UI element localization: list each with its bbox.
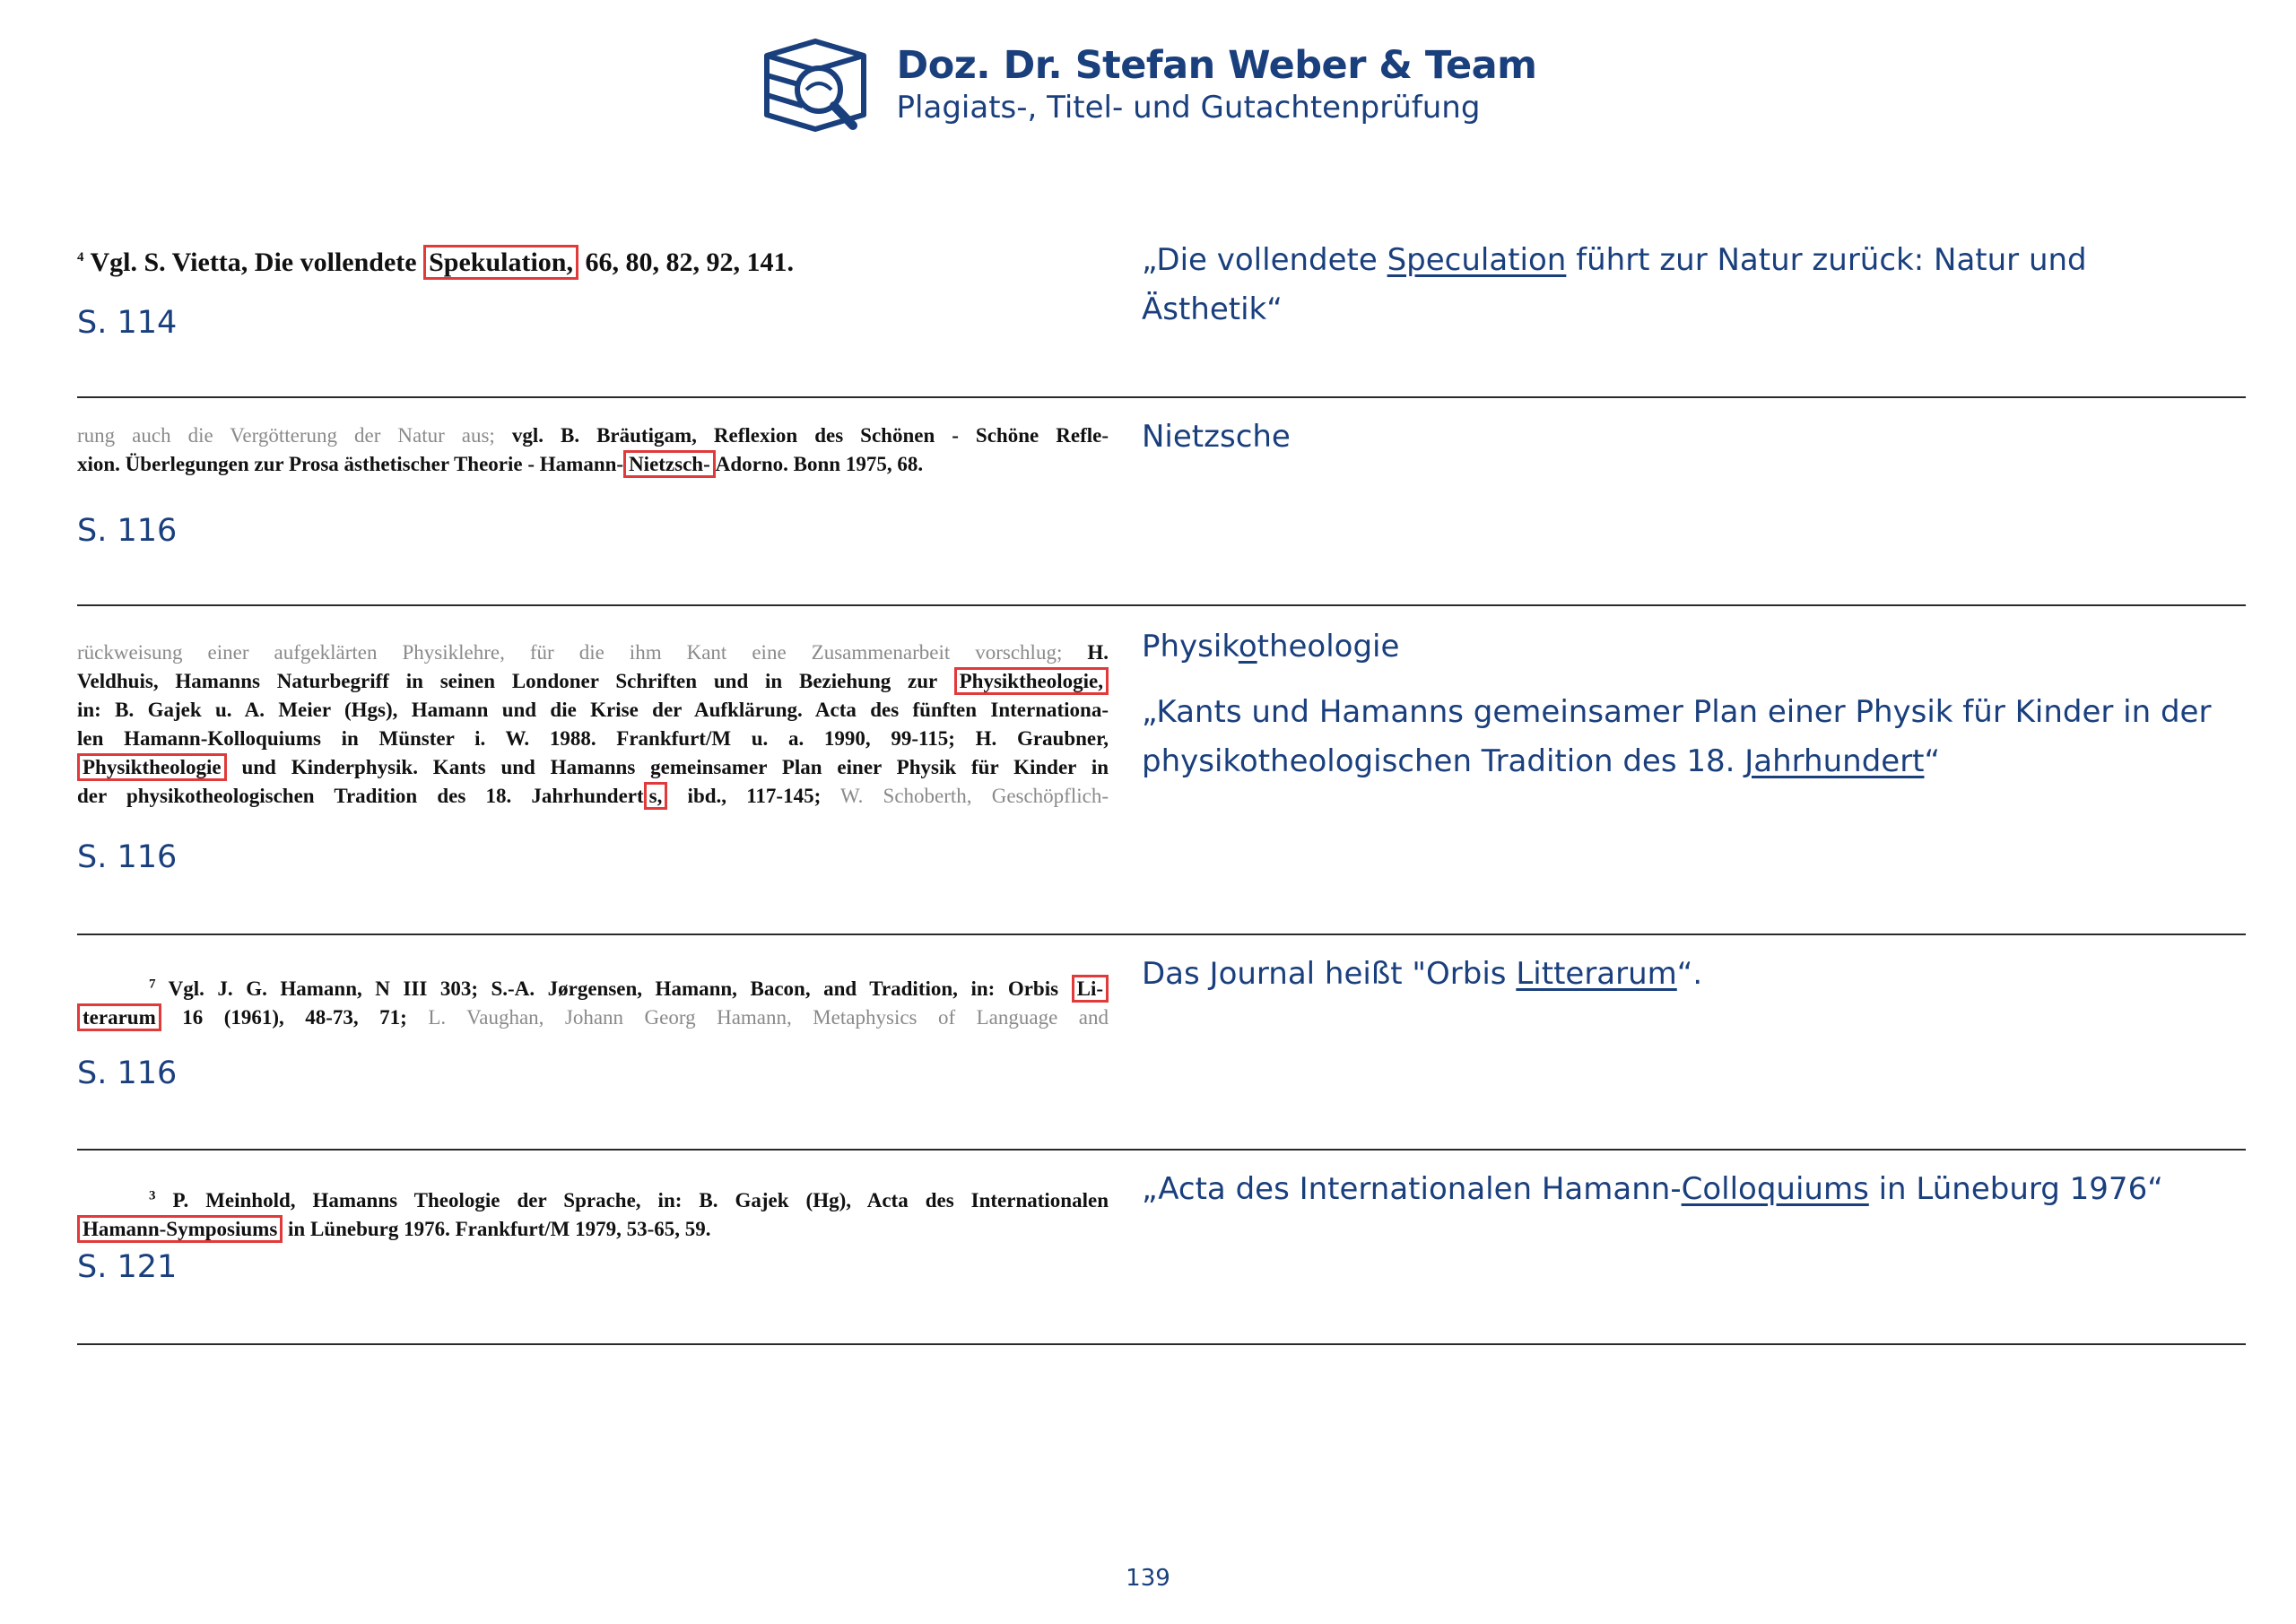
- note-text: „Die vollendete Speculation führt zur Natur zurück: Natur und Ästhetik“: [1142, 242, 2087, 327]
- page-reference: S. 116: [77, 839, 178, 875]
- comparison-row: [77, 604, 2246, 935]
- scan-excerpt: $^7$ Vgl. J. G. Hamann, N III 303; S.-A. Jørgensen, Hamann, Bacon, and Tradition, in: Orbis Li- terarum 16 (1961), 48-73, 71; L. Vaughan, Johann Georg Hamann, Metaphysics of Language and: [77, 969, 1109, 1032]
- comparison-row: [77, 396, 2246, 606]
- page-header: [0, 36, 2296, 135]
- book-magnifier-icon: [760, 36, 872, 135]
- highlight-box: s,: [644, 782, 668, 810]
- comparison-row: [77, 229, 2246, 398]
- page-number: 139: [1126, 1565, 1170, 1592]
- scan-excerpt: $^3$ P. Meinhold, Hamanns Theologie der Sprache, in: B. Gajek (Hg), Acta des Internationalen Hamann-Symposiums in Lüneburg 1976. Frankfurt/M 1979, 53-65, 59.: [77, 1181, 1109, 1244]
- brand-title: Doz. Dr. Stefan Weber & Team: [896, 42, 1537, 88]
- brand-subtitle: Plagiats-, Titel- und Gutachtenprüfung: [896, 90, 1481, 126]
- page-reference: S. 114: [77, 305, 178, 341]
- brand-text: [897, 44, 1537, 126]
- highlight-box: Hamann-Symposiums: [77, 1215, 283, 1243]
- note-text: Das Journal heißt "Orbis Litterarum“.: [1142, 956, 1703, 992]
- highlight-box: Physiktheologie,: [954, 667, 1109, 695]
- comparison-row: [77, 934, 2246, 1151]
- page-reference: S. 121: [77, 1249, 178, 1285]
- scan-excerpt: rung auch die Vergötterung der Natur aus; vgl. B. Bräutigam, Reflexion des Schönen - Schöne Refle- xion. Überlegungen zur Prosa ästhetischer Theorie - Hamann- Nietzsch- Adorno. Bonn 1975, 68.: [77, 421, 1109, 479]
- highlight-box: Li-: [1072, 975, 1109, 1003]
- scan-excerpt: rückweisung einer aufgeklärten Physiklehre, für die ihm Kant eine Zusammenarbeit vorschlug; H. Veldhuis, Hamanns Naturbegriff in seinen Londoner Schriften und in Beziehung zur Physiktheologie, in: B. Gajek u. A. Meier (Hgs), Hamann und die Krise der Aufklärung. Acta des fünften Internationa- len Hamann-Kolloquiums in Münster i. W. 1988. Frankfurt/M u. a. 1990, 99-115; H. Graubner, Physiktheologie und Kinderphysik. Kants und Hamanns gemeinsamer Plan einer Physik für Kinder in der physikotheologischen Tradition des 18. Jahrhundert s, ibd., 117-145; W. Schoberth, Geschöpflich-: [77, 638, 1109, 811]
- note-text: Physikotheologie „Kants und Hamanns gemeinsamer Plan einer Physik für Kinder in der physikotheologischen Tradition des 18. Jahrhundert“: [1142, 629, 2212, 779]
- highlight-box: Physiktheologie: [77, 753, 227, 781]
- page-reference: S. 116: [77, 513, 178, 549]
- highlight-box: Spekulation,: [423, 245, 578, 280]
- highlight-box: Nietzsch-: [623, 450, 716, 478]
- page-reference: S. 116: [77, 1055, 178, 1091]
- comparison-row: [77, 1149, 2246, 1345]
- highlight-box: terarum: [77, 1003, 161, 1031]
- note-text: „Acta des Internationalen Hamann-Colloquiums in Lüneburg 1976“: [1142, 1171, 2163, 1207]
- scan-excerpt: $^4$ Vgl. S. Vietta, Die vollendete Spekulation, 66, 80, 82, 92, 141.: [77, 239, 974, 281]
- note-text: Nietzsche: [1142, 419, 1291, 455]
